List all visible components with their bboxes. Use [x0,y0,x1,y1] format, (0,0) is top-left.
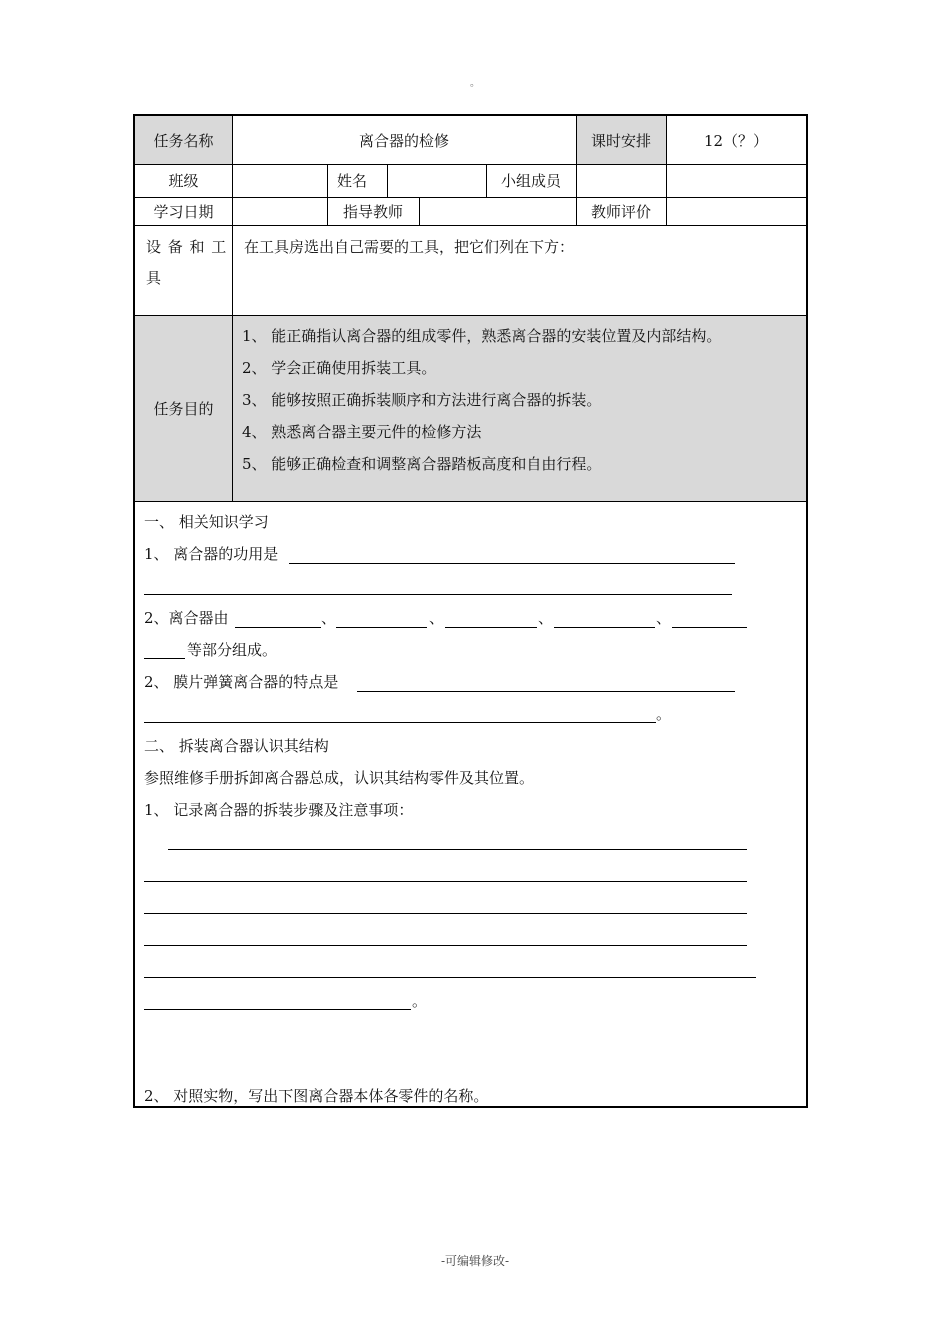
header-mark: 。 [470,78,480,89]
hours-label: 课时安排 [590,131,651,150]
instructor-field[interactable] [419,197,576,225]
answer-blank[interactable] [144,945,747,946]
objective-item: 4、 熟悉离合器主要元件的检修方法 [242,423,482,441]
answer-blank[interactable] [235,627,321,628]
objectives-label: 任务目的 [153,399,214,418]
answer-blank[interactable] [144,722,656,723]
answer-blank[interactable] [144,1009,411,1010]
class-field[interactable] [232,164,327,197]
answer-blank[interactable] [672,627,747,628]
question-clutch-components: 2、离合器由 [144,609,229,627]
study-date-field[interactable] [232,197,327,225]
answer-blank[interactable] [554,627,655,628]
objective-item: 1、 能正确指认离合器的组成零件，熟悉离合器的安装位置及内部结构。 [242,327,722,345]
study-date-label: 学习日期 [153,202,214,221]
name-field[interactable] [387,164,486,197]
teacher-eval-field[interactable] [666,197,806,225]
answer-blank[interactable] [357,691,735,692]
equipment-instruction: 在工具房选出自己需要的工具，把它们列在下方： [244,238,575,256]
question-clutch-function: 1、 离合器的功用是 [144,545,279,563]
separator: 、 [429,609,445,627]
equipment-label-line2: 具 [146,269,162,287]
separator: 、 [538,609,554,627]
section1-title: 一、 相关知识学习 [144,513,269,531]
answer-blank[interactable] [144,913,747,914]
instructor-label: 指导教师 [342,202,403,221]
row-divider [135,315,806,316]
page-footer: -可编辑修改- [440,1254,510,1268]
section2-intro: 参照维修手册拆卸离合器总成，认识其结构零件及其位置。 [144,769,535,787]
answer-blank[interactable] [336,627,427,628]
teacher-eval-label: 教师评价 [590,202,651,221]
answer-blank[interactable] [144,977,756,978]
components-suffix: 等部分组成。 [187,641,278,659]
period: 。 [656,705,672,723]
name-label: 姓名 [337,172,368,190]
period: 。 [412,992,428,1010]
group-members-field[interactable] [576,164,806,197]
task-sheet-table [133,114,808,1108]
hours-value: 12（？） [703,131,769,150]
question-diaphragm-spring: 2、 膜片弹簧离合器的特点是 [144,673,339,691]
row-divider [135,501,806,502]
row-divider [135,225,806,226]
answer-blank[interactable] [168,849,747,850]
question-part-names: 2、 对照实物，写出下图离合器本体各零件的名称。 [144,1087,489,1105]
task-name-value: 离合器的检修 [358,131,449,150]
answer-blank[interactable] [144,658,185,659]
separator: 、 [321,609,337,627]
separator: 、 [656,609,672,627]
class-label: 班级 [168,172,199,190]
task-name-label: 任务名称 [153,131,214,150]
group-members-label: 小组成员 [500,172,561,190]
answer-blank[interactable] [445,627,537,628]
equipment-label-line1: 设 备 和 工 [146,238,228,256]
answer-blank[interactable] [144,594,732,595]
answer-blank[interactable] [289,563,735,564]
objective-item: 3、 能够按照正确拆装顺序和方法进行离合器的拆装。 [242,391,602,409]
objective-item: 2、 学会正确使用拆装工具。 [242,359,437,377]
objective-item: 5、 能够正确检查和调整离合器踏板高度和自由行程。 [242,455,602,473]
section2-title: 二、 拆装离合器认识其结构 [144,737,329,755]
answer-blank[interactable] [144,881,747,882]
question-disassembly-steps: 1、 记录离合器的拆装步骤及注意事项： [144,801,414,819]
